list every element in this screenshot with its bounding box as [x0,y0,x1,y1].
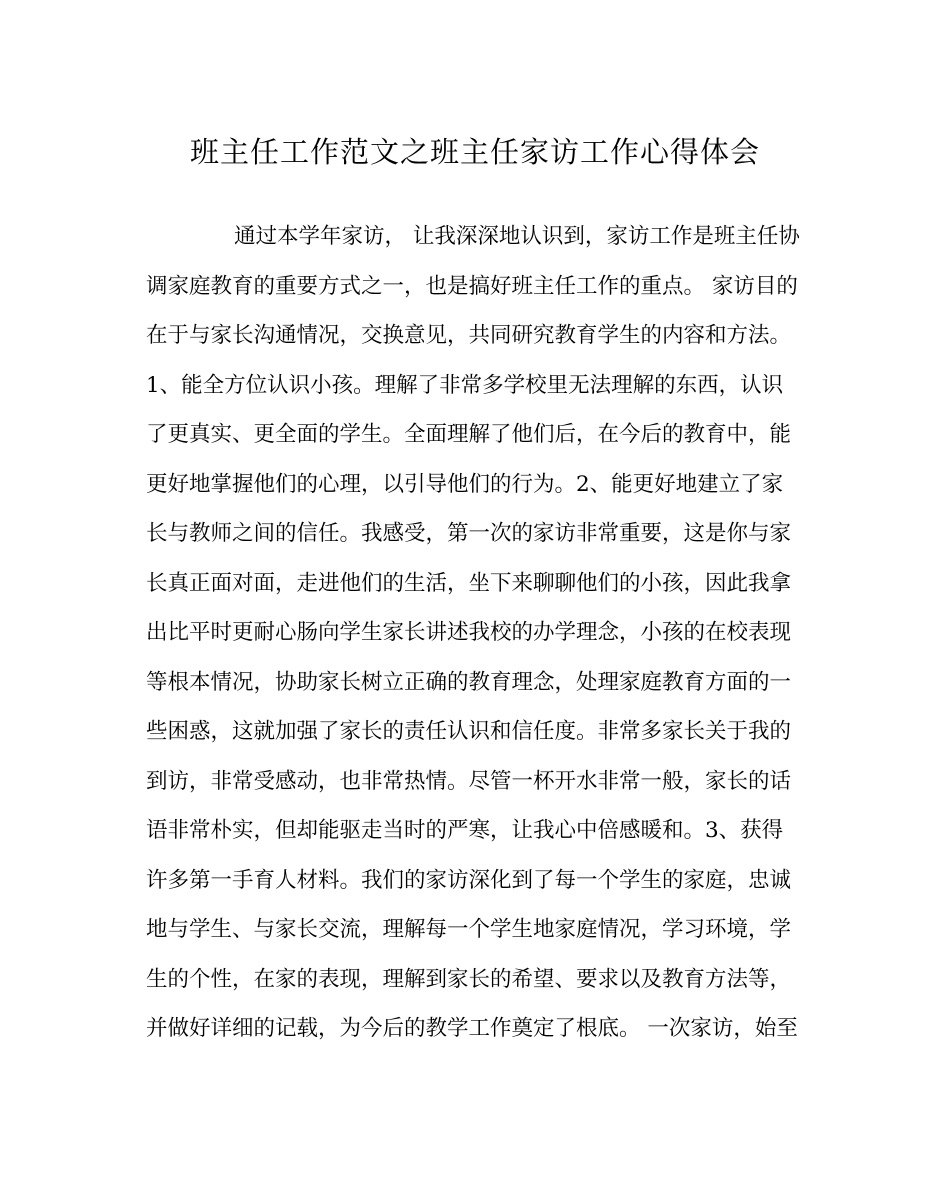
body-line-13: 语非常朴实，但却能驱走当时的严寒，让我心中倍感暖和。3、获得 [146,818,784,843]
document-title: 班主任工作范文之班主任家访工作心得体会 [189,135,760,169]
body-line-8: 长真正面对面，走进他们的生活，坐下来聊聊他们的小孩，因此我拿 [146,570,792,596]
body-line-11: 些困惑，这就加强了家长的责任认识和信任度。非常多家长关于我的 [146,719,792,744]
body-line-6: 更好地掌握他们的心理，以引导他们的行为。2、能更好地建立了家 [146,471,784,497]
body-line-14: 许多第一手育人材料。我们的家访深化到了每一个学生的家庭，忠诚 [146,867,792,893]
body-line-12: 到访，非常受感动，也非常热情。尽管一杯开水非常一般，家长的话 [146,768,792,794]
document-body [146,212,806,1054]
body-line-7: 长与教师之间的信任。我感受，第一次的家访非常重要，这是你与家 [146,521,792,546]
body-line-15: 地与学生、与家长交流，理解每一个学生地家庭情况，学习环境，学 [146,917,792,942]
body-line-1: 通过本学年家访， 让我深深地认识到，家访工作是班主任协 [234,224,800,249]
body-line-5: 了更真实、更全面的学生。全面理解了他们后，在今后的教育中，能 [146,422,792,447]
body-line-9: 出比平时更耐心肠向学生家长讲述我校的办学理念，小孩的在校表现 [146,620,792,645]
body-line-10: 等根本情况，协助家长树立正确的教育理念，处理家庭教育方面的一 [146,669,792,695]
body-line-3: 在于与家长沟通情况，交换意见，共同研究教育学生的内容和方法。 [146,323,792,348]
body-line-16: 生的个性，在家的表现，理解到家长的希望、要求以及教育方法等， [146,966,792,992]
body-line-2: 调家庭教育的重要方式之一，也是搞好班主任工作的重点。 家访目的 [146,273,798,299]
body-line-4: 1、能全方位认识小孩。理解了非常多学校里无法理解的东西，认识 [146,372,784,398]
body-line-17: 并做好详细的记载，为今后的教学工作奠定了根底。 一次家访，始至 [146,1016,798,1041]
